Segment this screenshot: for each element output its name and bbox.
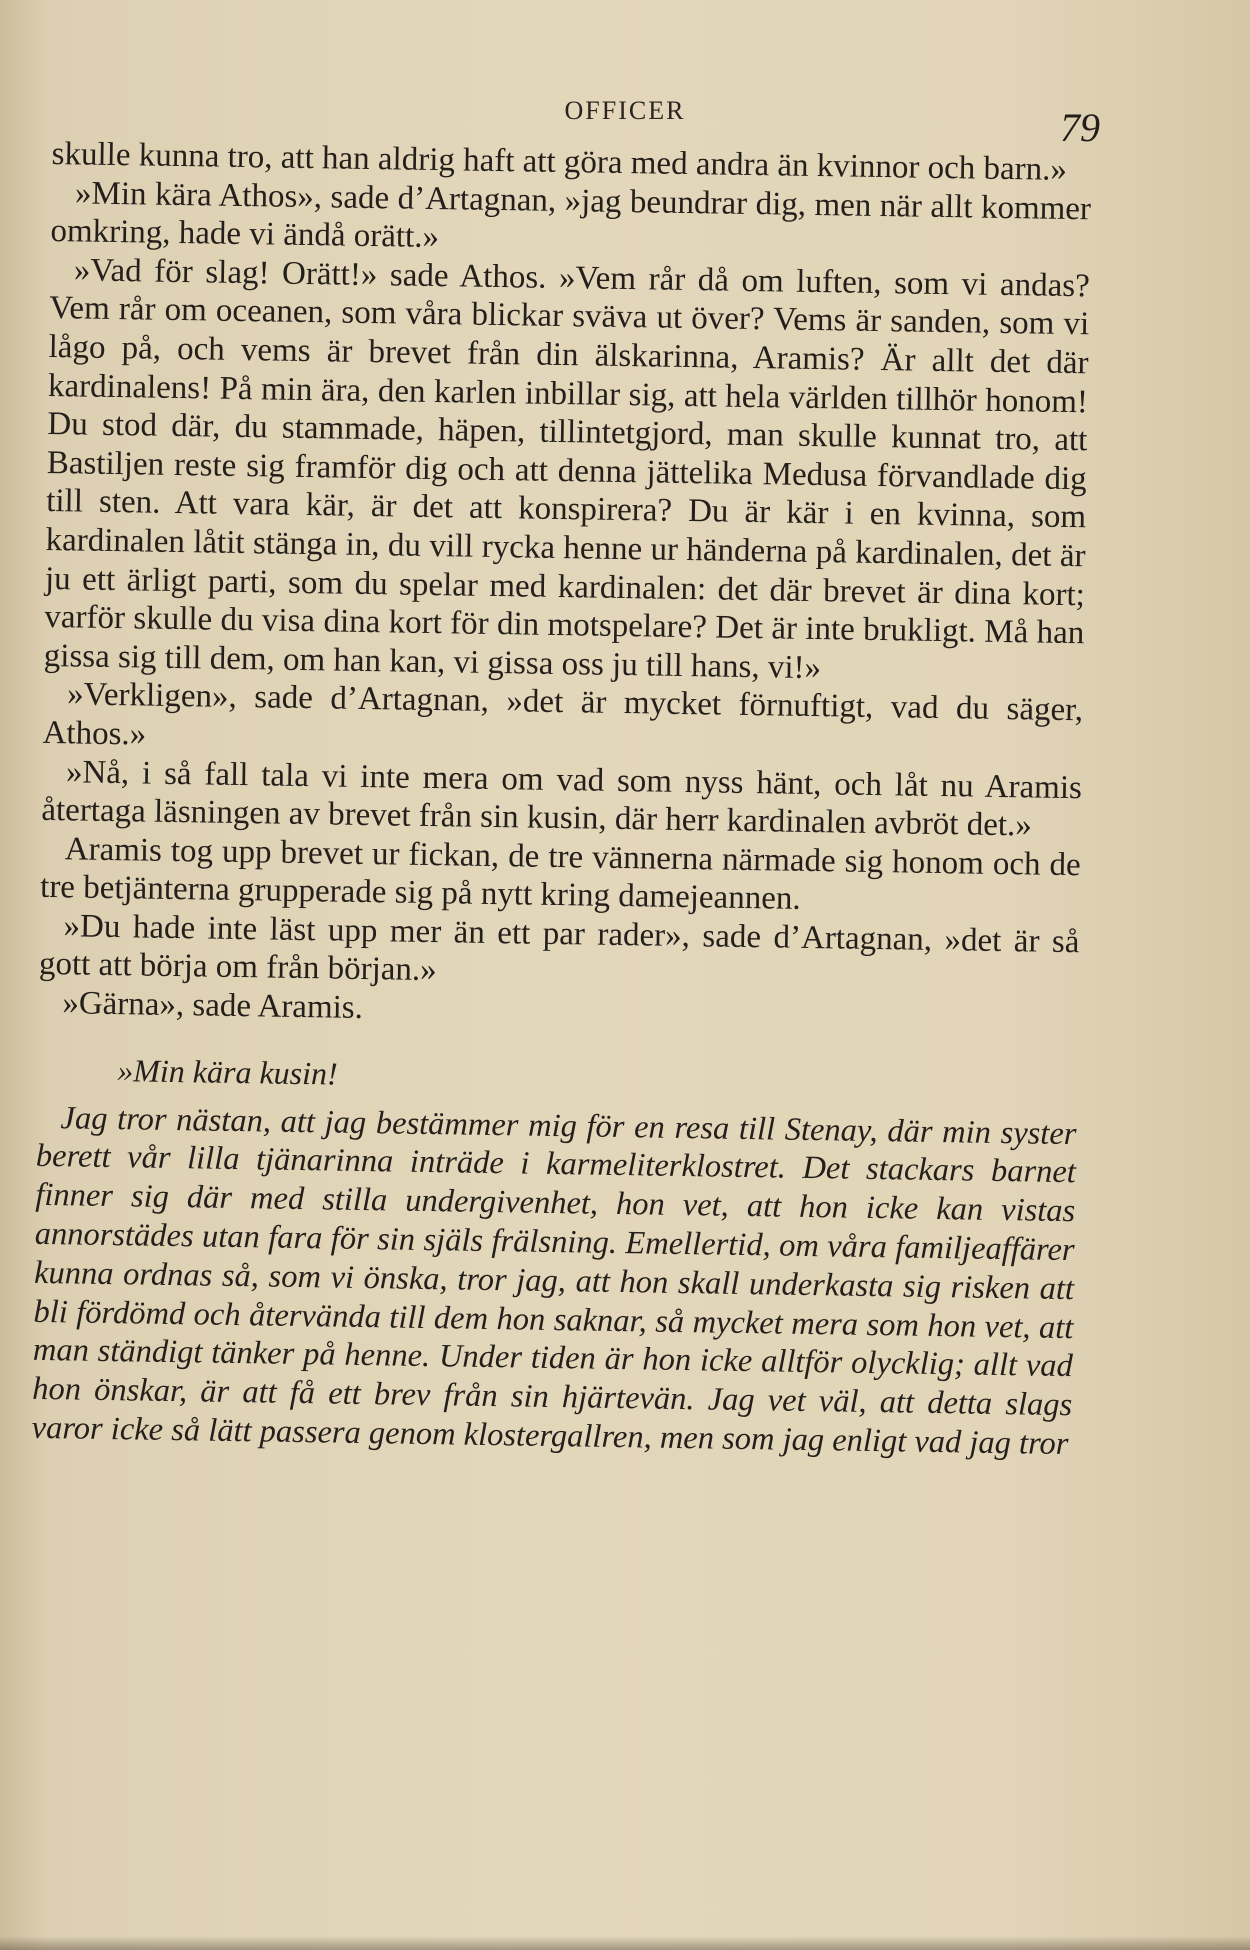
paragraph: »Min kära Athos», sade d’Artagnan, »jag beundrar dig, men när allt kommer omkring, hade vi ändå orätt.»	[50, 174, 1092, 256]
text-block	[31, 135, 1091, 1464]
paragraph: Aramis tog upp brevet ur fickan, de tre vännerna närmade sig honom och de tre betjänterna grupperade sig på nytt kring damejeannen.	[39, 830, 1081, 918]
running-head: OFFICER	[564, 96, 686, 125]
paragraph: »Vad för slag! Orätt!» sade Athos. »Vem rår då om luften, som vi andas? Vem rår om oceanen, som våra blickar sväva ut över? Vems är sanden, som vi lågo på, och vems är brevet från din älskarinna, Aramis? Är allt det där kardinalens! På min ära, den karlen inbillar sig, att hela världen tillhör honom! Du stod där, du stammade, häpen, tillintetgjord, man skulle kunnat tro, att Bastiljen reste sig framför dig och att denna jättelika Medusa förvandlade dig till sten. Att vara kär, är det att konspirera? Du är kär i en kvinna, som kardinalen låtit stänga in, du vill rycka henne ur händerna på kardinalen, det är ju ett ärligt parti, som du spelar med kardinalen: det där brevet är dina kort; varför skulle du visa dina kort för din motspelare? Det är inte brukligt. Må han gissa sig till dem, om han kan, vi gissa oss ju till hans, vi!»	[43, 252, 1091, 686]
paragraph: »Nå, i så fall tala vi inte mera om vad som nyss hänt, och låt nu Aramis återtaga läsningen av brevet från sin kusin, där herr kardinalen avbröt det.»	[41, 753, 1083, 844]
paragraph: »Verkligen», sade d’Artagnan, »det är mycket förnuftigt, vad du säger, Athos.»	[42, 676, 1084, 753]
letter-greeting: »Min kära kusin!	[117, 1051, 338, 1092]
paragraph: »Du hade inte läst upp mer än ett par rader», sade d’Artagnan, »det är så gott att börja om från början.»	[38, 908, 1080, 989]
paragraph: »Gärna», sade Aramis.	[62, 985, 364, 1027]
letter-body: Jag tror nästan, att jag bestämmer mig för en resa till Stenay, där min syster berett vår lilla tjänarinna inträde i karmeliterklostret. Det stackars barnet finner sig där med stilla undergivenhet, hon vet, att hon icke kan vistas annorstädes utan fara för sin själs frälsning. Emellertid, om våra familjeaffärer kunna ordnas så, som vi önska, tror jag, att hon skall underkasta sig risken att bli fördömd och återvända till dem hon saknar, så mycket mera som hon vet, att man ständigt tänker på henne. Under tiden är hon icke alltför olycklig; allt vad hon önskar, är att få ett brev från sin hjärtevän. Jag vet väl, att detta slags varor icke så lätt passera genom klostergallren, men som jag enligt vad jag tror	[31, 1099, 1077, 1463]
paragraph: skulle kunna tro, att han aldrig haft att göra med andra än kvinnor och barn.»	[51, 135, 1068, 188]
page-number: 79	[1060, 105, 1100, 150]
